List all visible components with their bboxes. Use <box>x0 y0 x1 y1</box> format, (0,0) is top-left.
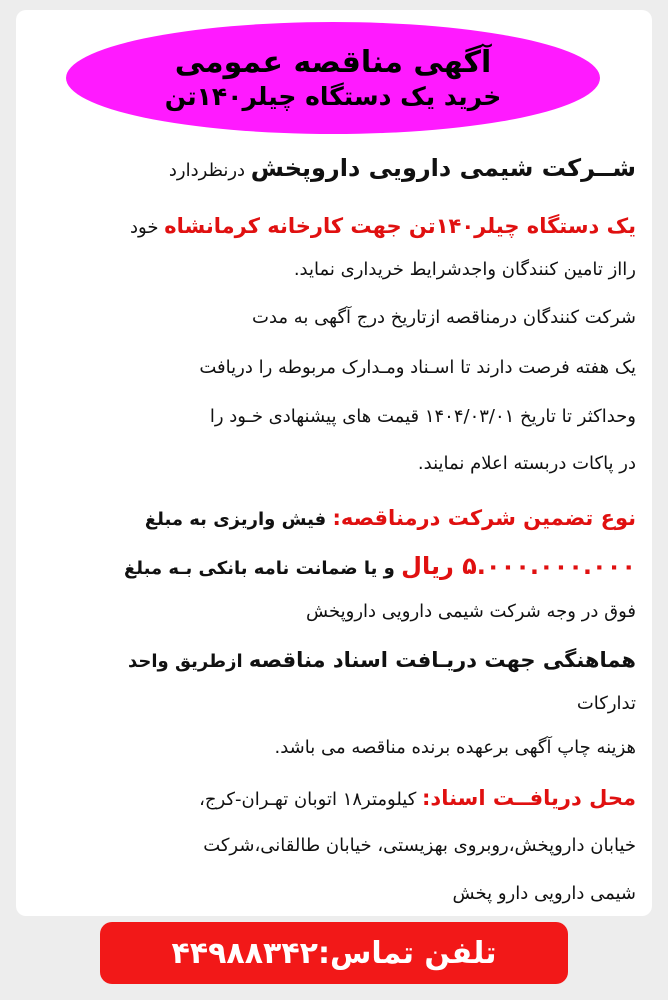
ad-title: آگهی مناقصه عمومی <box>174 44 492 80</box>
paragraph-line-3: رااز تامین کنندگان واجدشرایط خریداری نماید. <box>293 259 636 280</box>
location-rest: کیلومتر۱۸ اتوبان تهـران-کرج، <box>199 789 423 810</box>
phone-number: تلفن تماس:۴۴۹۸۸۳۴۲ <box>171 935 497 971</box>
coordination-rest: ازطریق واحد <box>127 651 249 672</box>
paragraph-line-4: شرکت کنندگان درمناقصه ازتاریخ درج آگهی به مدت <box>252 307 636 328</box>
amount-rest: و یا ضمانت نامه بانکی بـه مبلغ <box>124 558 402 579</box>
paragraph-line-13: هزینه چاپ آگهی برعهده برنده مناقصه می باشد. <box>274 737 636 758</box>
amount-line <box>30 552 636 583</box>
paragraph-line-5: یک هفته فرصت دارند تا اسـناد ومـدارک مربوطه را دریافت <box>199 357 636 378</box>
header-oval <box>66 22 600 134</box>
company-name: شــرکت شیمی دارویی داروپخش <box>250 154 636 182</box>
coordination-line <box>30 646 636 676</box>
guarantee-amount: ۵.۰۰۰.۰۰۰.۰۰۰ ریال <box>401 552 636 580</box>
line-2-rest: خود <box>130 217 165 238</box>
line-1-rest: درنظردارد <box>168 160 251 181</box>
guarantee-rest: فیش واریزی به مبلغ <box>144 509 333 530</box>
location-line <box>30 784 636 814</box>
location-label: محل دریافــت اسناد: <box>422 786 636 810</box>
paragraph-line-1 <box>30 154 636 185</box>
paragraph-line-6: وحداکثر تا تاریخ ۱۴۰۴/۰۳/۰۱ قیمت های پیشنهادی خـود را <box>209 406 636 427</box>
paragraph-line-10: فوق در وجه شرکت شیمی دارویی داروپخش <box>306 601 636 622</box>
paragraph-line-12: تدارکات <box>576 693 636 714</box>
paragraph-line-7: در پاکات دربسته اعلام نمایند. <box>417 453 636 474</box>
guarantee-label: نوع تضمین شرکت درمناقصه: <box>332 506 636 530</box>
paragraph-line-15: خیابان داروپخش،روبروی بهزیستی، خیابان طالقانی،شرکت <box>203 835 636 856</box>
paragraph-line-2 <box>30 212 636 242</box>
phone-banner <box>100 922 568 984</box>
ad-subtitle: خرید یک دستگاه چیلر۱۴۰تن <box>164 82 502 112</box>
purchase-item: یک دستگاه چیلر۱۴۰تن جهت کارخانه کرمانشاه <box>164 214 636 238</box>
coordination-label: هماهنگی جهت دریـافت اسناد مناقصه <box>248 648 636 672</box>
guarantee-line <box>30 504 636 534</box>
paragraph-line-16: شیمی دارویی دارو پخش <box>452 883 636 904</box>
